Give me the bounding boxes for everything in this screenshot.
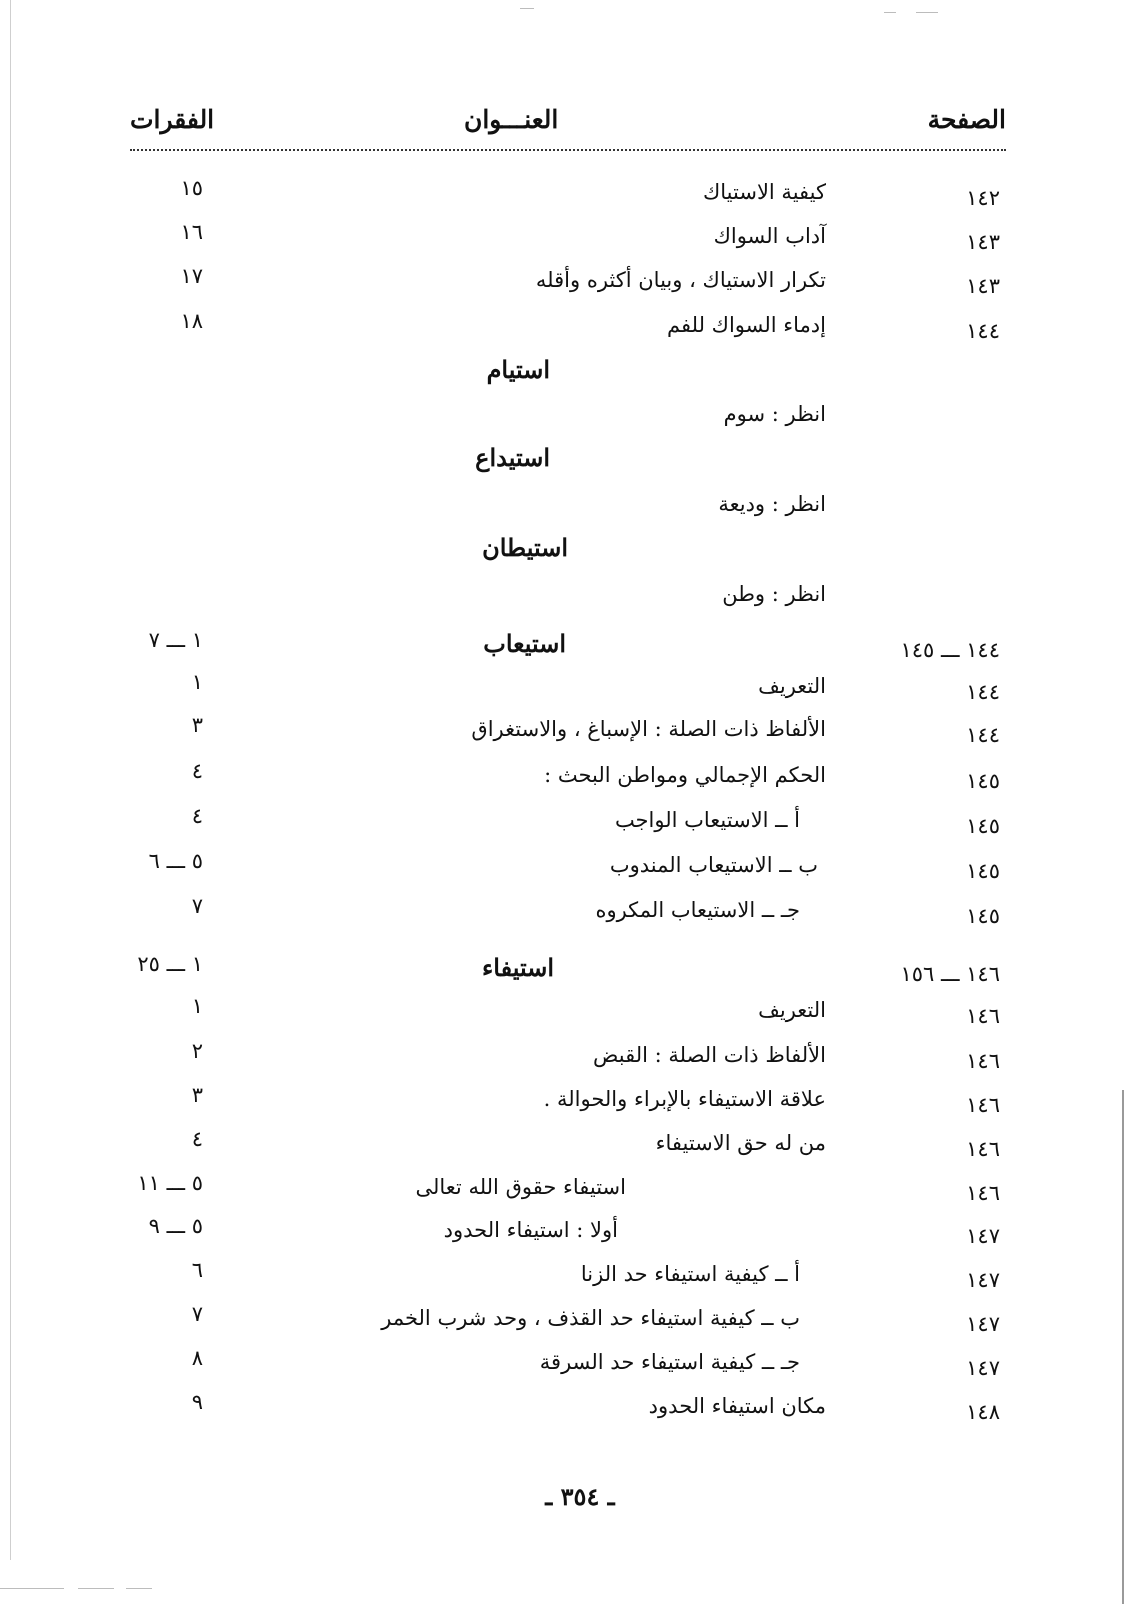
index-row <box>0 990 1136 1030</box>
page-number: ١٤٤ ـــ ١٤٥ <box>900 638 1000 662</box>
paragraph-range: ٣ <box>191 713 203 737</box>
page-number: ١٤٦ <box>966 1093 1000 1117</box>
column-header-page: الصفحة <box>927 105 1006 134</box>
entry-heading: استيطان <box>482 533 568 562</box>
page-number: ١٤٦ <box>966 1181 1000 1205</box>
paragraph-range: ١ ـــ ٢٥ <box>137 952 203 976</box>
paragraph-range: ٦ <box>191 1258 203 1282</box>
paragraph-range: ٥ ـــ ٦ <box>148 849 203 873</box>
index-row <box>0 574 1136 614</box>
paragraph-range: ٥ ـــ ٩ <box>148 1214 203 1238</box>
page-number: ١٤٦ ـــ ١٥٦ <box>900 962 1000 986</box>
index-row <box>0 394 1136 434</box>
page-number: ١٤٤ <box>966 723 1000 747</box>
entry-title: الألفاظ ذات الصلة : القبض <box>593 1043 826 1067</box>
entry-heading: استيام <box>486 355 550 384</box>
page-number: ١٤٢ <box>966 186 1000 210</box>
index-row <box>0 890 1136 930</box>
page-number: ١٤٧ <box>966 1224 1000 1248</box>
page-folio-number: ـ ٣٥٤ ـ <box>545 1482 615 1511</box>
paragraph-range: ٨ <box>191 1346 203 1370</box>
entry-title: آداب السواك <box>713 224 826 248</box>
paragraph-range: ١٥ <box>180 176 203 200</box>
paragraph-range: ٥ ـــ ١١ <box>137 1171 203 1195</box>
index-heading-row <box>0 528 1136 568</box>
index-row <box>0 709 1136 749</box>
column-header-title: العنـــوان <box>464 105 559 134</box>
index-row <box>0 800 1136 840</box>
index-row <box>0 1342 1136 1382</box>
entry-title: إدماء السواك للفم <box>667 313 826 337</box>
page-number: ١٤٥ <box>966 904 1000 928</box>
page-number: ١٤٥ <box>966 769 1000 793</box>
entry-title: كيفية الاستياك <box>702 180 826 204</box>
entry-title: مكان استيفاء الحدود <box>648 1394 826 1418</box>
page-number: ١٤٤ <box>966 680 1000 704</box>
page-number: ١٤٦ <box>966 1049 1000 1073</box>
entry-title: ب ــ كيفية استيفاء حد القذف ، وحد شرب الخمر <box>381 1306 800 1330</box>
entry-title: تكرار الاستياك ، وبيان أكثره وأقله <box>535 268 826 292</box>
paragraph-range: ١ <box>191 670 203 694</box>
entry-title: أ ــ كيفية استيفاء حد الزنا <box>580 1262 800 1286</box>
paragraph-range: ١٨ <box>180 309 203 333</box>
page-number: ١٤٧ <box>966 1356 1000 1380</box>
entry-title: انظر : سوم <box>723 402 826 426</box>
index-row <box>0 1254 1136 1294</box>
entry-title: التعريف <box>758 998 826 1022</box>
entry-title: جـ ــ كيفية استيفاء حد السرقة <box>539 1350 800 1374</box>
index-row <box>0 1079 1136 1119</box>
entry-title: انظر : وديعة <box>718 492 826 516</box>
index-row <box>0 260 1136 300</box>
index-row <box>0 1298 1136 1338</box>
page-number: ١٤٦ <box>966 1004 1000 1028</box>
paragraph-range: ٢ <box>191 1039 203 1063</box>
index-row <box>0 484 1136 524</box>
page-number: ١٤٦ <box>966 1137 1000 1161</box>
index-heading-row <box>0 948 1136 988</box>
paragraph-range: ٩ <box>191 1390 203 1414</box>
index-row <box>0 1167 1136 1207</box>
entry-heading: استيداع <box>475 443 550 472</box>
paragraph-range: ١ ـــ ٧ <box>148 628 203 652</box>
index-row <box>0 755 1136 795</box>
entry-title: أولا : استيفاء الحدود <box>443 1218 618 1242</box>
index-row <box>0 1210 1136 1250</box>
index-heading-row <box>0 624 1136 664</box>
index-heading-row <box>0 438 1136 478</box>
index-row <box>0 1035 1136 1075</box>
page-number: ١٤٣ <box>966 274 1000 298</box>
entry-title: من له حق الاستيفاء <box>655 1131 826 1155</box>
paragraph-range: ١٧ <box>180 264 203 288</box>
entry-title: التعريف <box>758 674 826 698</box>
paragraph-range: ٤ <box>191 804 203 828</box>
page-number: ١٤٤ <box>966 319 1000 343</box>
index-row <box>0 845 1136 885</box>
paragraph-range: ١٦ <box>180 220 203 244</box>
paragraph-range: ٤ <box>191 1127 203 1151</box>
index-row <box>0 1386 1136 1426</box>
paragraph-range: ٧ <box>191 894 203 918</box>
entry-heading: استيفاء <box>482 953 554 982</box>
entry-title: انظر : وطن <box>722 582 826 606</box>
column-header-paragraphs: الفقرات <box>130 105 215 134</box>
index-row <box>0 305 1136 345</box>
entry-title: أ ــ الاستيعاب الواجب <box>614 808 800 832</box>
entry-title: الألفاظ ذات الصلة : الإسباغ ، والاستغراق <box>471 717 826 741</box>
paragraph-range: ١ <box>191 994 203 1018</box>
page-number: ١٤٧ <box>966 1268 1000 1292</box>
page-number: ١٤٧ <box>966 1312 1000 1336</box>
paragraph-range: ٤ <box>191 759 203 783</box>
page-number: ١٤٥ <box>966 814 1000 838</box>
entry-title: علاقة الاستيفاء بالإبراء والحوالة . <box>543 1087 826 1111</box>
index-row <box>0 216 1136 256</box>
entry-title: الحكم الإجمالي ومواطن البحث : <box>544 763 826 787</box>
paragraph-range: ٣ <box>191 1083 203 1107</box>
paragraph-range: ٧ <box>191 1302 203 1326</box>
page-number: ١٤٨ <box>966 1400 1000 1424</box>
index-row <box>0 666 1136 706</box>
entry-title: ب ــ الاستيعاب المندوب <box>609 853 818 877</box>
entry-heading: استيعاب <box>483 629 566 658</box>
index-row <box>0 172 1136 212</box>
page-number: ١٤٣ <box>966 230 1000 254</box>
index-row <box>0 1123 1136 1163</box>
page-number: ١٤٥ <box>966 859 1000 883</box>
entry-title: استيفاء حقوق الله تعالى <box>415 1175 626 1199</box>
entry-title: جـ ــ الاستيعاب المكروه <box>595 898 800 922</box>
index-heading-row <box>0 350 1136 390</box>
